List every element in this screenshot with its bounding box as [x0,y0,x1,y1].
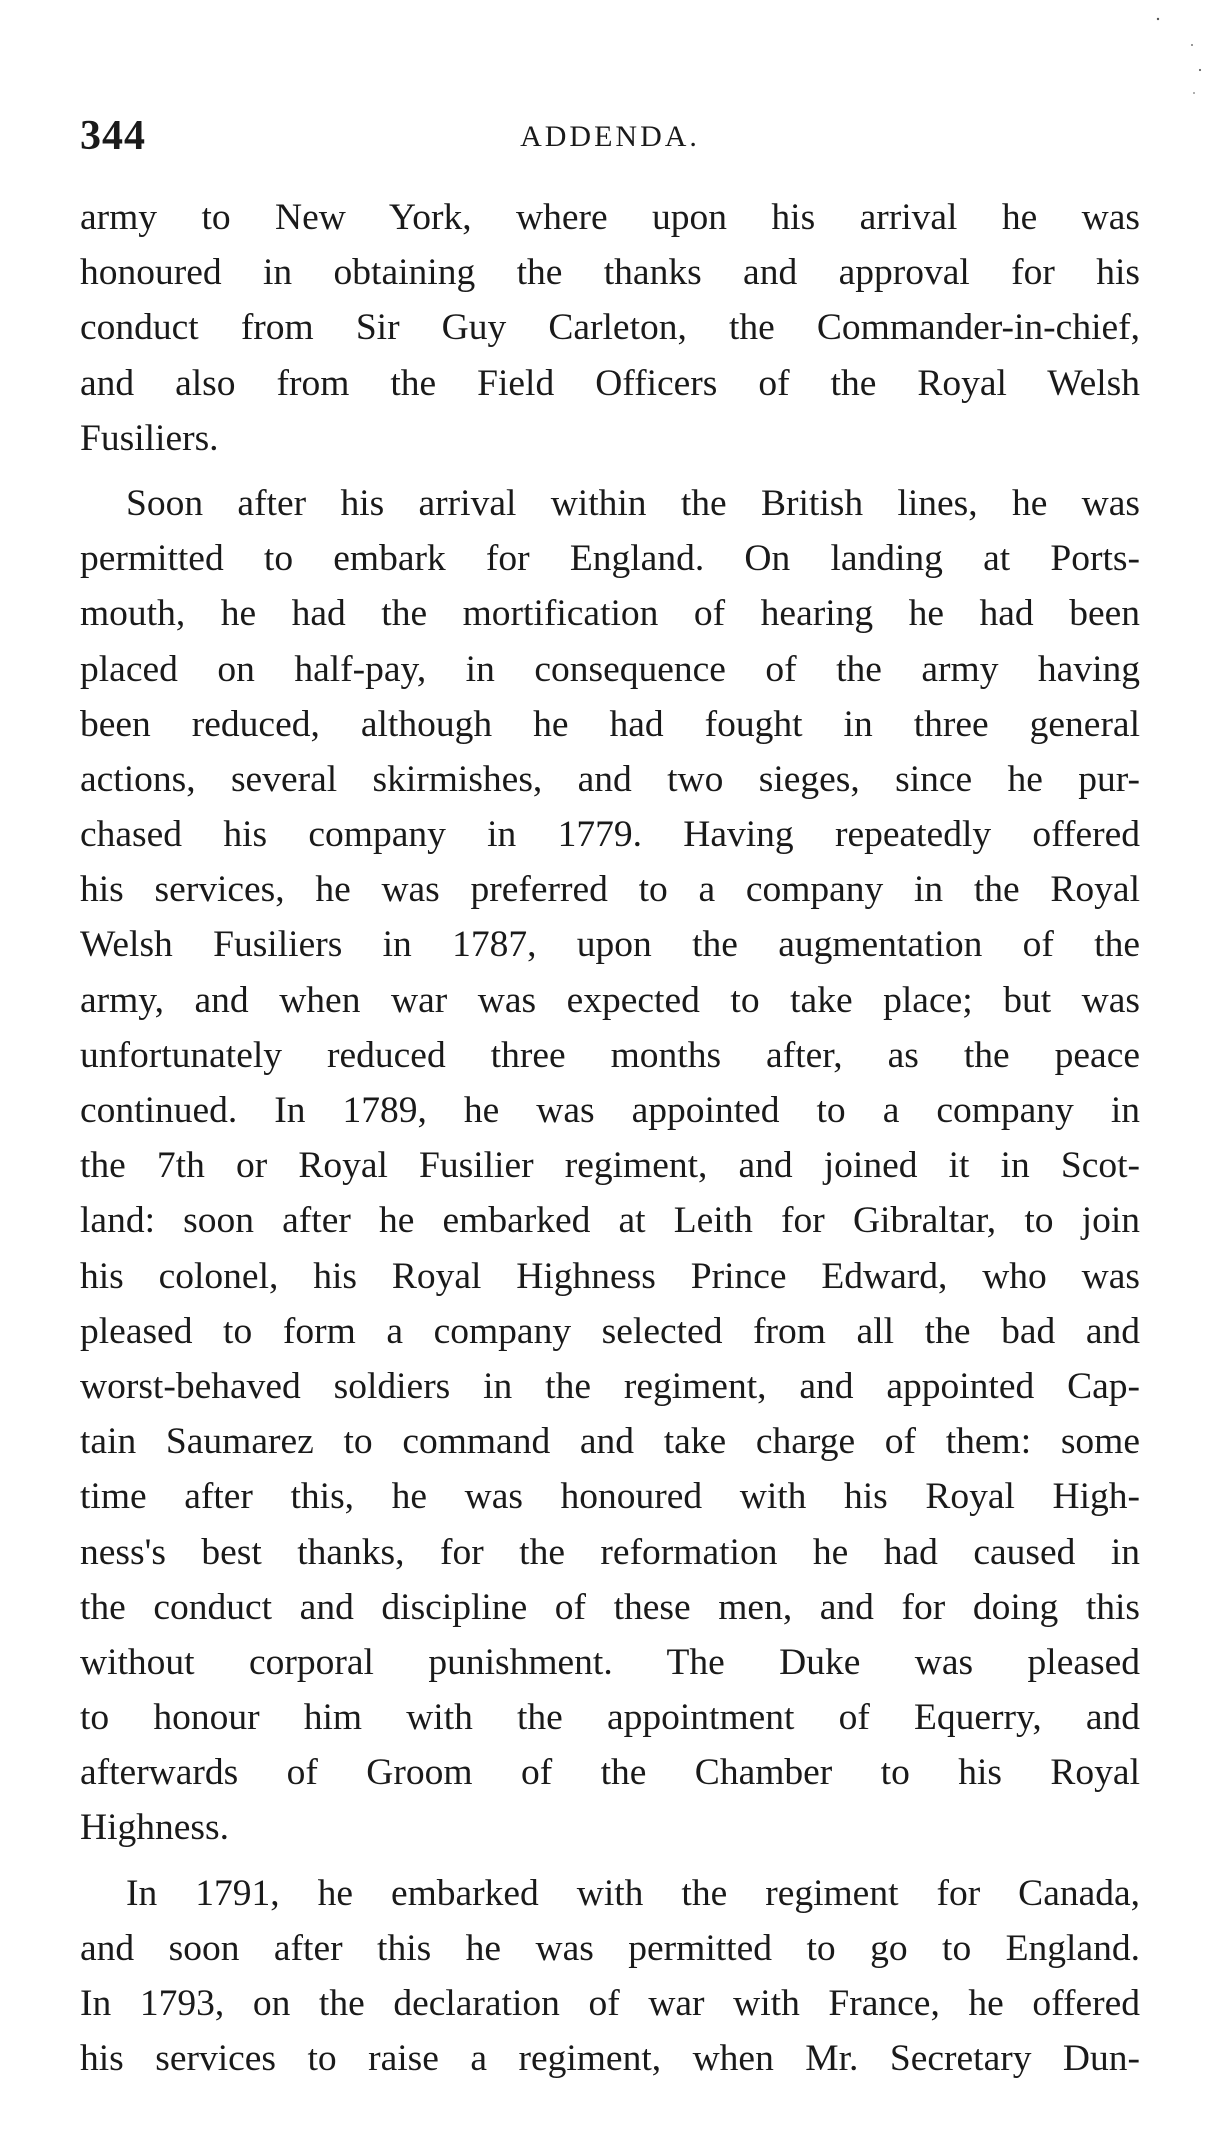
text-line: without corporal punishment. The Duke was pleased [80,1641,1140,1683]
paper-specks [1150,15,1210,115]
body-text [80,190,1140,2086]
text-line: been reduced, although he had fought in three general [80,703,1140,745]
text-line: In 1793, on the declaration of war with France, he offered [80,1983,1140,2024]
text-line: land: soon after he embarked at Leith for Gibraltar, to join [80,1200,1140,1242]
paragraph-1 [80,190,1140,466]
text-line: the conduct and discipline of these men, and for doing this [80,1586,1140,1628]
text-line: Welsh Fusiliers in 1787, upon the augmentation of the [80,924,1140,966]
text-line: to honour him with the appointment of Equerry, and [80,1697,1140,1739]
text-line: mouth, he had the mortification of hearing he had been [80,593,1140,635]
text-line: Soon after his arrival within the British lines, he was [126,482,1140,524]
text-line: worst-behaved soldiers in the regiment, and appointed Cap- [80,1365,1140,1407]
paragraph-3 [80,1866,1140,2087]
text-line: and also from the Field Officers of the Royal Welsh [80,362,1140,404]
page-number: 344 [80,113,146,159]
text-line: army, and when war was expected to take place; but was [80,979,1140,1021]
paragraph-2 [80,476,1140,1856]
text-line: Highness. [80,1807,229,1849]
text-line: tain Saumarez to command and take charge of them: some [80,1421,1140,1463]
running-title: ADDENDA. [520,120,700,153]
text-line: pleased to form a company selected from all the bad and [80,1310,1140,1352]
text-line: In 1791, he embarked with the regiment for Canada, [126,1872,1140,1914]
text-line: his colonel, his Royal Highness Prince Edward, who was [80,1255,1140,1297]
text-line: continued. In 1789, he was appointed to a company in [80,1090,1140,1131]
text-line: Fusiliers. [80,417,219,459]
running-head [80,112,1140,172]
text-line: his services to raise a regiment, when Mr. Secretary Dun- [80,2038,1140,2080]
text-line: the 7th or Royal Fusilier regiment, and joined it in Scot- [80,1145,1140,1187]
text-line: his services, he was preferred to a company in the Royal [80,869,1140,911]
text-line: conduct from Sir Guy Carleton, the Commander-in-chief, [80,307,1140,349]
text-line: honoured in obtaining the thanks and approval for his [80,252,1140,294]
text-line: and soon after this he was permitted to go to England. [80,1927,1140,1969]
text-line: chased his company in 1779. Having repeatedly offered [80,814,1140,856]
text-line: unfortunately reduced three months after, as the peace [80,1034,1140,1076]
text-line: afterwards of Groom of the Chamber to his Royal [80,1752,1140,1794]
text-line: time after this, he was honoured with his Royal High- [80,1476,1140,1518]
text-line: permitted to embark for England. On landing at Ports- [80,538,1140,580]
text-line: army to New York, where upon his arrival he was [80,197,1140,238]
text-line: actions, several skirmishes, and two sieges, since he pur- [80,758,1140,800]
text-line: placed on half-pay, in consequence of the army having [80,648,1140,690]
text-line: ness's best thanks, for the reformation he had caused in [80,1531,1140,1573]
